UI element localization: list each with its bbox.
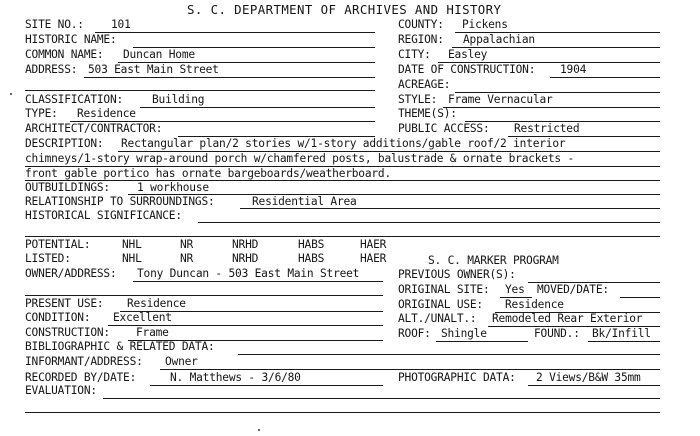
potential-label: POTENTIAL: bbox=[25, 238, 91, 251]
construction-value: Frame bbox=[136, 326, 169, 339]
potential-nrhd: NRHD bbox=[232, 238, 259, 251]
date-of-construction-label: DATE OF CONSTRUCTION: bbox=[398, 63, 536, 76]
construction-label: CONSTRUCTION: bbox=[25, 326, 110, 339]
county-label: COUNTY: bbox=[398, 18, 444, 31]
photographic-value: 2 Views/B&W 35mm bbox=[536, 371, 641, 384]
historic-name-label: HISTORIC NAME: bbox=[25, 33, 117, 46]
separator-line-1 bbox=[25, 90, 375, 91]
potential-nr: NR bbox=[180, 238, 194, 251]
significance-line bbox=[198, 222, 660, 223]
foundation-value: Bk/Infill bbox=[592, 327, 651, 340]
description-line-3: front gable portico has ornate bargeboards/weatherboard. bbox=[25, 167, 391, 180]
present-use-label: PRESENT USE: bbox=[25, 297, 104, 310]
recorded-by-value: N. Matthews - 3/6/80 bbox=[170, 371, 301, 384]
bibliographic-label: BIBLIOGRAPHIC & RELATED DATA: bbox=[25, 340, 215, 353]
public-access-label: PUBLIC ACCESS: bbox=[398, 122, 490, 135]
present-use-value: Residence bbox=[127, 297, 186, 310]
informant-line bbox=[160, 369, 660, 370]
moved-date-line bbox=[620, 297, 660, 298]
description-label: DESCRIPTION: bbox=[25, 137, 104, 150]
outbuildings-value: 1 workhouse bbox=[137, 181, 209, 194]
region-label: REGION: bbox=[398, 33, 444, 46]
evaluation-extra-line bbox=[25, 412, 660, 413]
scan-speck bbox=[10, 93, 12, 95]
recorded-by-label: RECORDED BY/DATE: bbox=[25, 371, 137, 384]
condition-value: Excellent bbox=[113, 311, 172, 324]
roof-value: Shingle bbox=[441, 327, 487, 340]
address-label: ADDRESS: bbox=[25, 63, 78, 76]
form-title: S. C. DEPARTMENT OF ARCHIVES AND HISTORY bbox=[187, 2, 502, 17]
county-value: Pickens bbox=[462, 18, 508, 31]
relationship-value: Residential Area bbox=[252, 195, 357, 208]
type-label: TYPE: bbox=[25, 107, 58, 120]
city-label: CITY: bbox=[398, 48, 431, 61]
potential-haer: HAER bbox=[360, 238, 387, 251]
owner-line bbox=[133, 281, 383, 282]
alterations-value: Remodeled Rear Exterior bbox=[492, 312, 643, 325]
informant-value: Owner bbox=[165, 355, 198, 368]
evaluation-line bbox=[103, 398, 660, 399]
owner-label: OWNER/ADDRESS: bbox=[25, 267, 117, 280]
condition-label: CONDITION: bbox=[25, 311, 91, 324]
themes-label: THEME(S): bbox=[398, 107, 457, 120]
significance-extra-line bbox=[25, 236, 660, 237]
outbuildings-label: OUTBUILDINGS: bbox=[25, 181, 110, 194]
region-value: Appalachian bbox=[463, 33, 535, 46]
address-line bbox=[84, 77, 375, 78]
significance-label: HISTORICAL SIGNIFICANCE: bbox=[25, 209, 182, 222]
classification-label: CLASSIFICATION: bbox=[25, 93, 124, 106]
roof-line bbox=[436, 341, 528, 342]
listed-habs: HABS bbox=[298, 252, 325, 265]
description-line-2: chimneys/1-story wrap-around porch w/chamfered posts, balustrade & ornate brackets - bbox=[25, 152, 574, 165]
listed-haer: HAER bbox=[360, 252, 387, 265]
acreage-label: ACREAGE: bbox=[398, 78, 451, 91]
site-no-label: SITE NO.: bbox=[25, 18, 84, 31]
classification-value: Building bbox=[152, 93, 205, 106]
style-value: Frame Vernacular bbox=[448, 93, 553, 106]
address-value: 503 East Main Street bbox=[88, 63, 219, 76]
potential-nhl: NHL bbox=[122, 238, 142, 251]
owner-value: Tony Duncan - 503 East Main Street bbox=[137, 267, 360, 280]
description-rule-3 bbox=[25, 180, 660, 181]
date-of-construction-value: 1904 bbox=[560, 63, 587, 76]
type-value: Residence bbox=[77, 107, 136, 120]
foundation-line bbox=[588, 341, 660, 342]
bibliographic-line bbox=[238, 354, 660, 355]
architect-label: ARCHITECT/CONTRACTOR: bbox=[25, 122, 163, 135]
common-name-label: COMMON NAME: bbox=[25, 48, 104, 61]
original-use-label: ORIGINAL USE: bbox=[398, 298, 483, 311]
evaluation-label: EVALUATION: bbox=[25, 384, 97, 397]
public-access-value: Restricted bbox=[514, 122, 580, 135]
date-of-construction-line bbox=[550, 77, 660, 78]
relationship-label: RELATIONSHIP TO SURROUNDINGS: bbox=[25, 195, 215, 208]
moved-date-label: MOVED/DATE: bbox=[537, 283, 609, 296]
original-site-label: ORIGINAL SITE: bbox=[398, 283, 490, 296]
original-use-value: Residence bbox=[505, 298, 564, 311]
photographic-label: PHOTOGRAPHIC DATA: bbox=[398, 371, 516, 384]
owner-extra-line bbox=[25, 295, 383, 296]
previous-owners-label: PREVIOUS OWNER(S): bbox=[398, 268, 516, 281]
informant-label: INFORMANT/ADDRESS: bbox=[25, 355, 143, 368]
relationship-line bbox=[240, 208, 660, 209]
listed-nhl: NHL bbox=[122, 252, 142, 265]
marker-program-heading: S. C. MARKER PROGRAM bbox=[428, 254, 559, 267]
listed-nrhd: NRHD bbox=[232, 252, 259, 265]
scan-speck bbox=[258, 429, 260, 431]
foundation-label: FOUND.: bbox=[534, 327, 580, 340]
listed-nr: NR bbox=[180, 252, 194, 265]
description-line-1: Rectangular plan/2 stories w/1-story additions/gable roof/2 interior bbox=[121, 137, 566, 150]
classification-line bbox=[140, 107, 375, 108]
style-line bbox=[443, 107, 660, 108]
site-no-value: 101 bbox=[111, 18, 131, 31]
roof-label: ROOF: bbox=[398, 327, 431, 340]
site-no-line bbox=[95, 32, 375, 33]
common-name-value: Duncan Home bbox=[123, 48, 195, 61]
listed-label: LISTED: bbox=[25, 252, 71, 265]
original-site-value: Yes bbox=[505, 283, 525, 296]
style-label: STYLE: bbox=[398, 93, 438, 106]
alterations-label: ALT./UNALT.: bbox=[398, 312, 477, 325]
recorded-by-line bbox=[150, 385, 383, 386]
potential-habs: HABS bbox=[298, 238, 325, 251]
photographic-line bbox=[528, 385, 660, 386]
city-value: Easley bbox=[448, 48, 488, 61]
